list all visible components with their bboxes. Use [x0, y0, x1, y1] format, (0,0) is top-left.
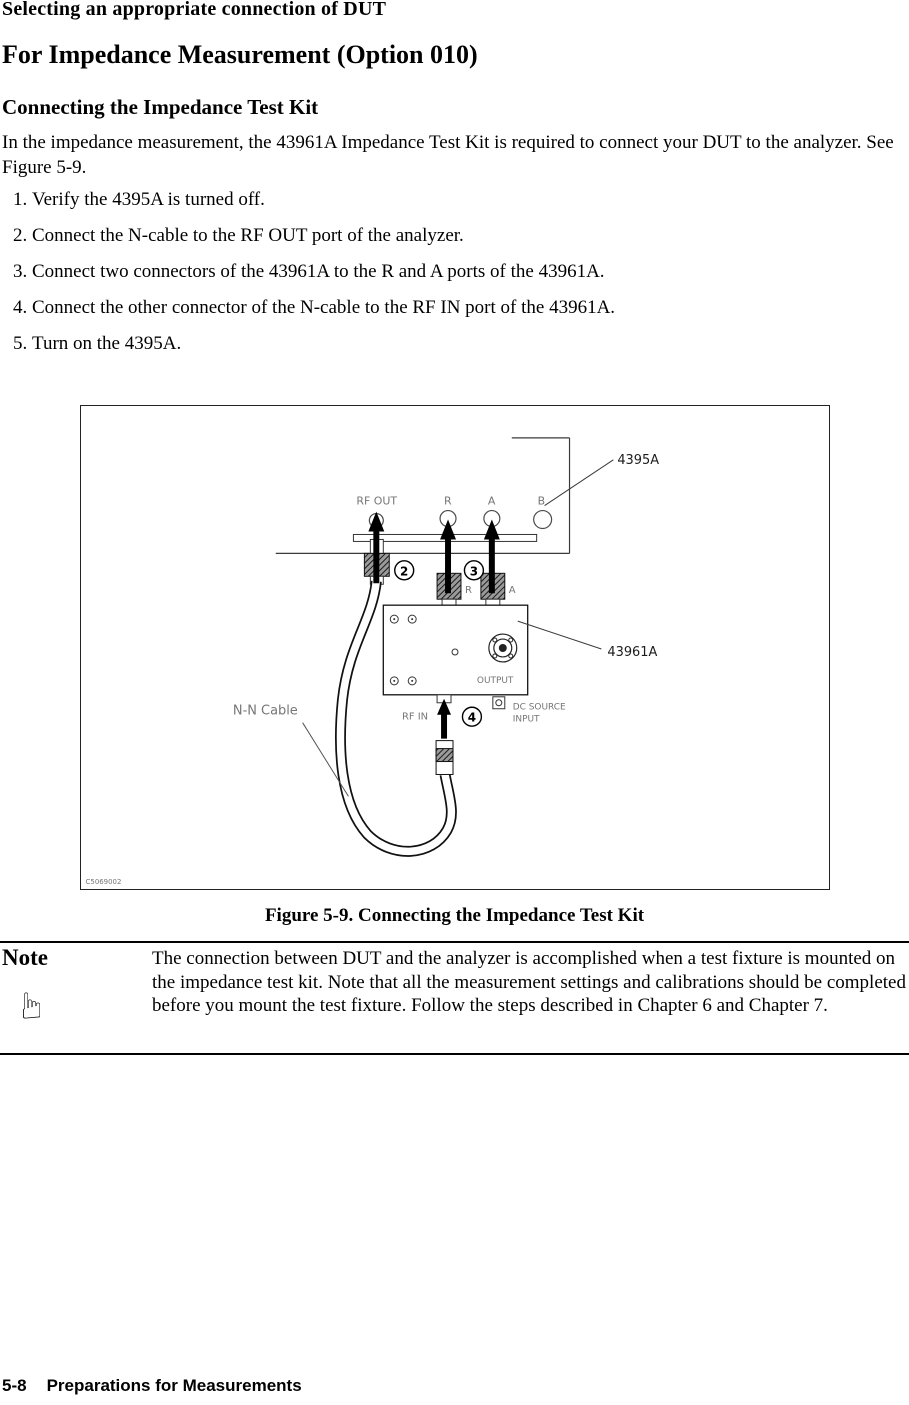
page-number: 5-8 — [2, 1376, 27, 1395]
subsection-title: Connecting the Impedance Test Kit — [2, 95, 319, 119]
output-label: OUTPUT — [476, 675, 514, 686]
svg-text:4: 4 — [467, 710, 477, 725]
kit-model-label: 43961A — [607, 644, 658, 660]
rf-in-cable-ferrule-hatch — [436, 749, 453, 762]
a-port-label: A — [487, 494, 496, 508]
page-footer — [2, 1376, 302, 1396]
step-4: 4. Connect the other connector of the N-cable to the RF IN port of the 43961A. — [32, 296, 909, 320]
leader-line-4395a — [545, 460, 614, 506]
b-port-label: B — [537, 494, 546, 508]
kit-r-connector-neck — [442, 599, 456, 605]
step-5: 5. Turn on the 4395A. — [32, 332, 909, 356]
kit-r-label: R — [464, 585, 472, 597]
connection-arrows — [368, 512, 499, 597]
step-2: 2. Connect the N-cable to the RF OUT port of the analyzer. — [32, 224, 909, 248]
kit-a-connector-neck — [486, 599, 500, 605]
callout-4 — [462, 707, 481, 726]
rf-out-port-label: RF OUT — [356, 494, 398, 508]
connection-diagram — [81, 406, 829, 889]
dc-source-label-line2: INPUT — [512, 714, 540, 725]
section-title: For Impedance Measurement (Option 010) — [2, 40, 478, 69]
pointing-hand-icon: ☞ — [11, 989, 53, 1022]
rf-in-label: RF IN — [401, 711, 429, 723]
step-3: 3. Connect two connectors of the 43961A to the R and A ports of the 43961A. — [32, 260, 909, 284]
note-label: Note — [2, 945, 48, 970]
figure-5-9 — [80, 405, 830, 890]
figure-caption: Figure 5-9. Connecting the Impedance Test Kit — [264, 905, 645, 926]
rf-in-arrow — [437, 699, 451, 739]
port-connectors — [369, 511, 551, 529]
step-1: 1. Verify the 4395A is turned off. — [32, 188, 909, 212]
procedure-steps — [2, 188, 909, 368]
footer-title: Preparations for Measurements — [46, 1376, 302, 1395]
leader-line-43961a — [518, 621, 602, 649]
dc-source-input-connector — [493, 697, 505, 709]
callout-2 — [395, 561, 414, 580]
note-block — [0, 941, 909, 1055]
callout-3 — [464, 561, 483, 580]
nn-cable-label: N-N Cable — [232, 703, 298, 719]
figure-id: C5069002 — [85, 878, 122, 887]
r-port-label: R — [444, 494, 452, 508]
svg-text:2: 2 — [400, 564, 409, 579]
running-header: Selecting an appropriate connection of DUT — [2, 0, 387, 20]
kit-a-label: A — [508, 585, 516, 597]
note-text: The connection between DUT and the analyzer is accomplished when a test fixture is mounted on the impedance test kit. Note that all the measurement settings and calibrations should be completed before you mount the test fixture. Follow the steps described in Chapter 6 and Chapter 7. — [152, 948, 906, 1016]
svg-text:3: 3 — [469, 564, 479, 579]
intro-paragraph: In the impedance measurement, the 43961A Impedance Test Kit is required to connect your DUT to the analyzer. See Figure 5-9. — [2, 132, 894, 178]
analyzer-model-label: 4395A — [617, 452, 660, 468]
dc-source-label-line1: DC SOURCE — [512, 702, 566, 713]
